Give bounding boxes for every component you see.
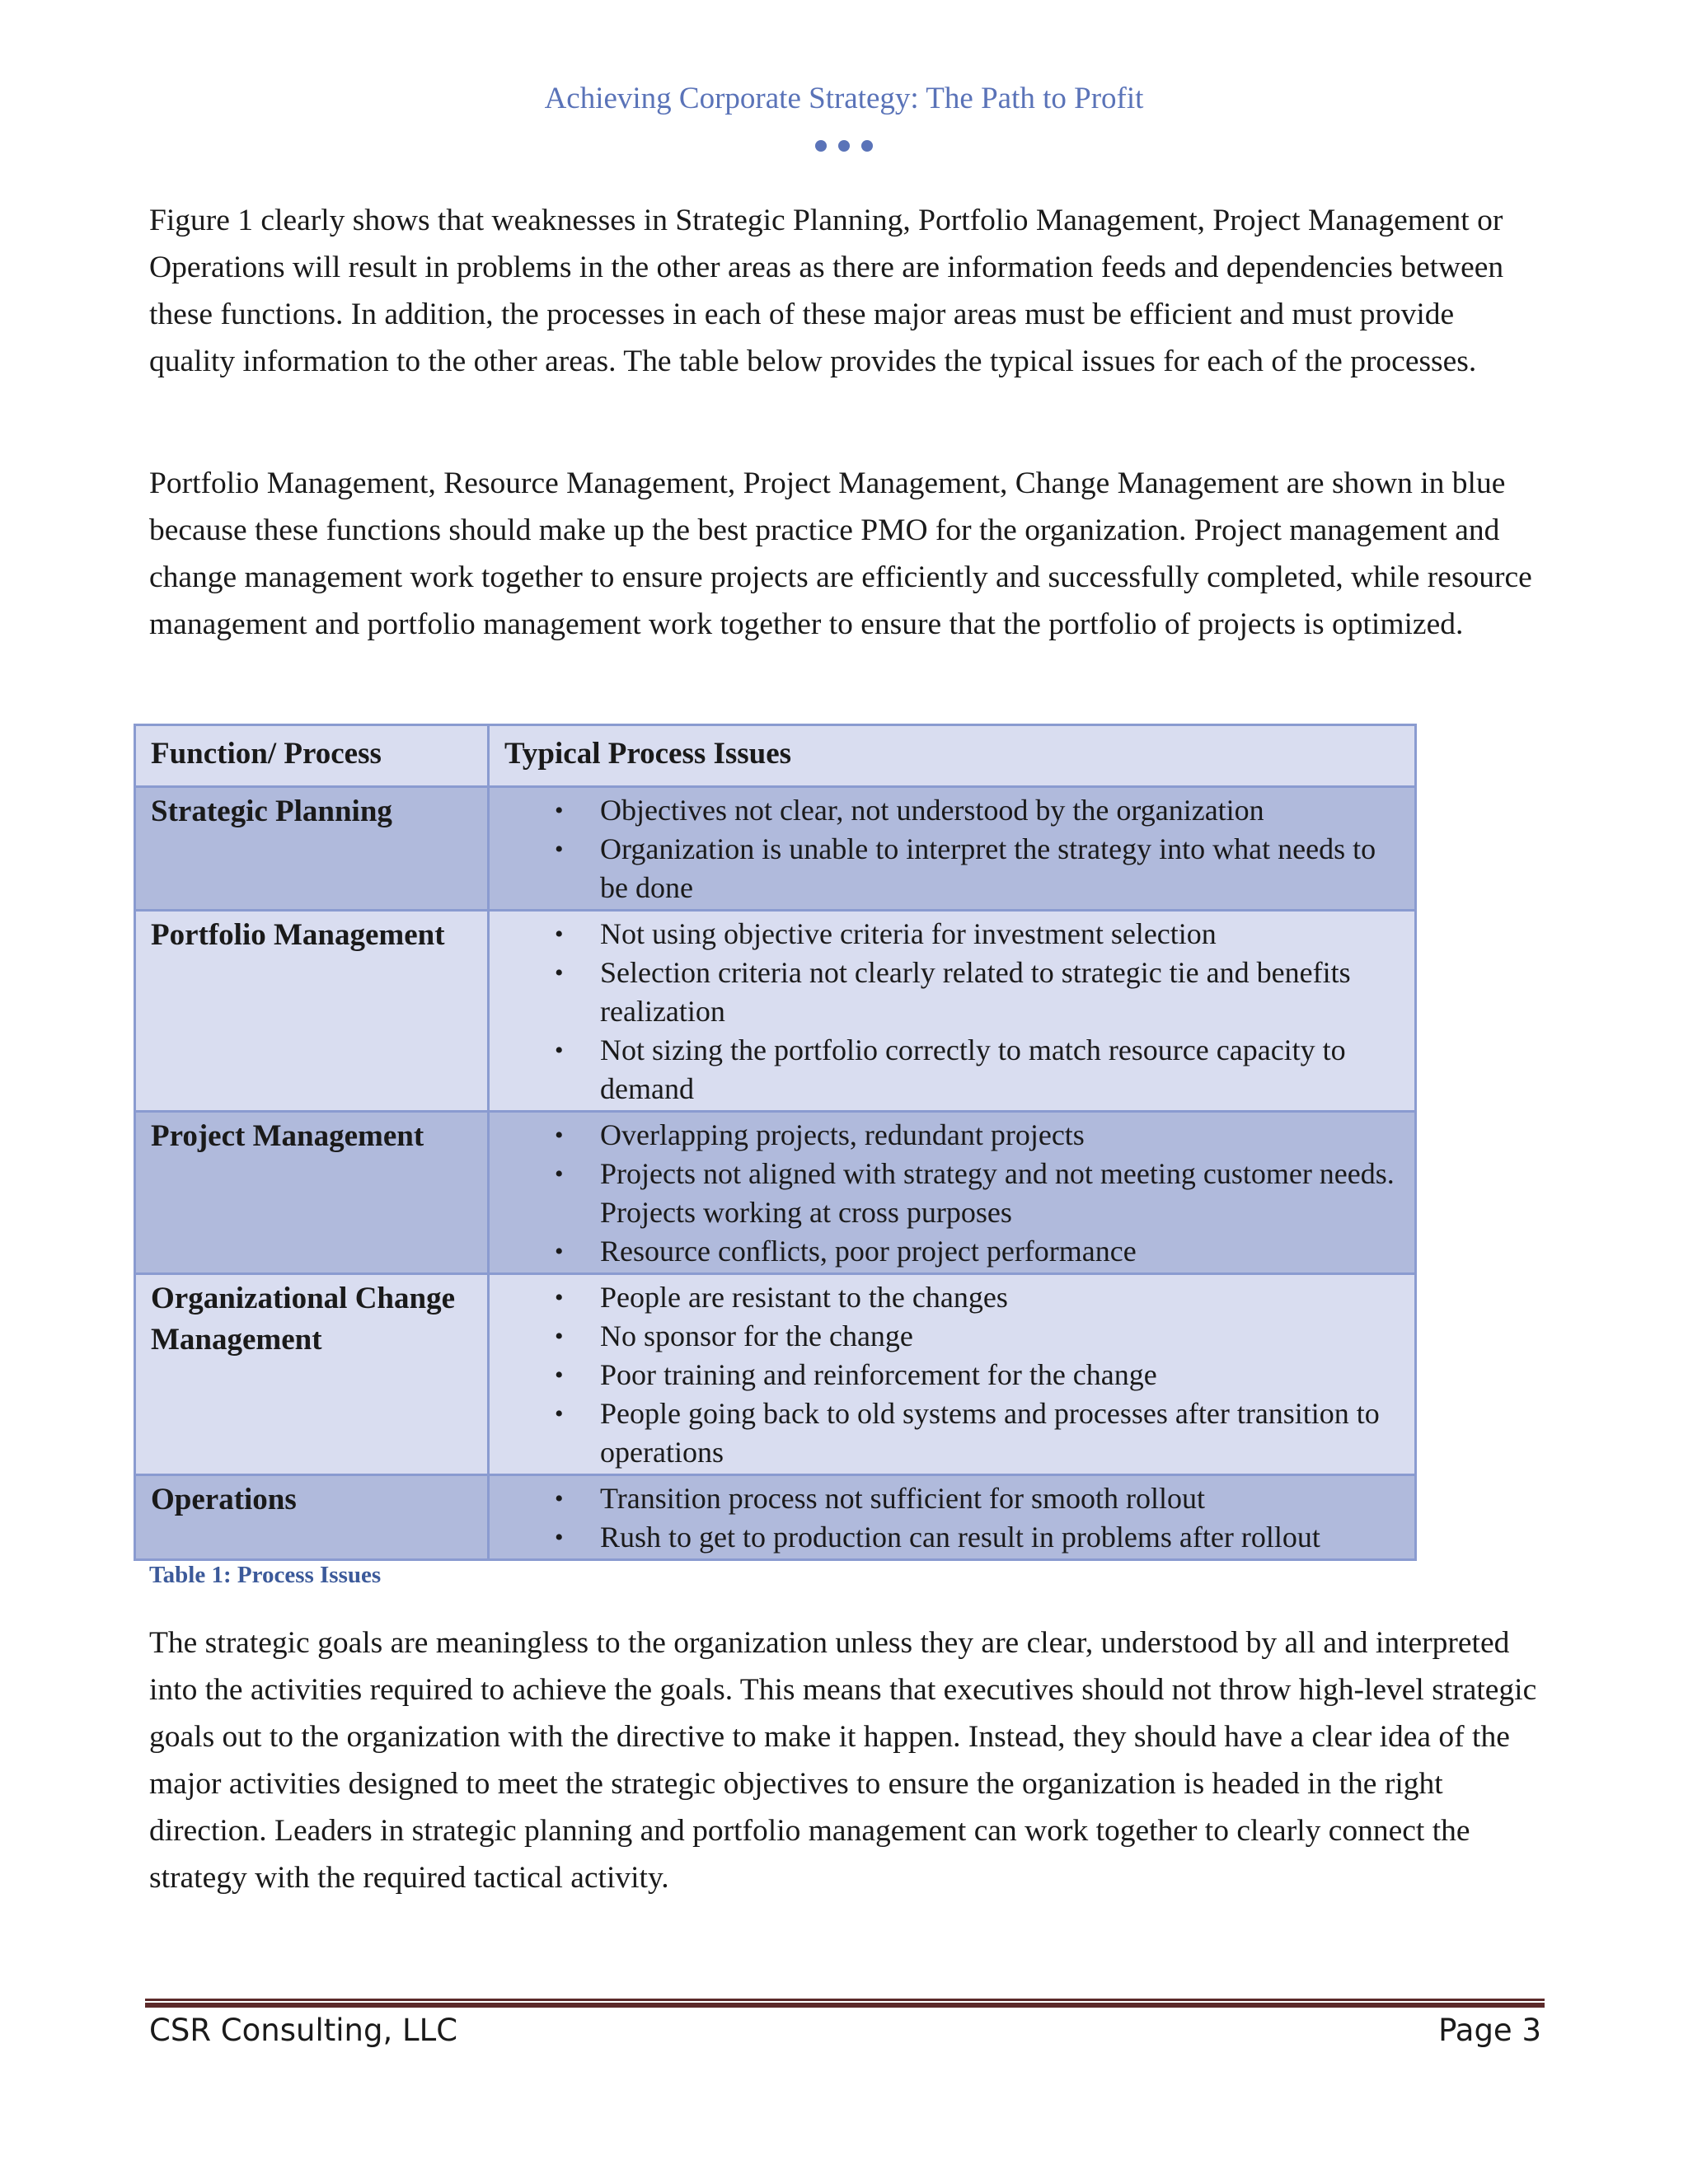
table-header-issues: Typical Process Issues <box>489 725 1416 787</box>
issue-list-item: • Poor training and reinforcement for the change <box>490 1356 1398 1394</box>
issue-list-item: • Overlapping projects, redundant projects <box>490 1116 1398 1155</box>
bullet-icon: • <box>555 1323 564 1350</box>
footer-page-number: Page 3 <box>1438 2013 1541 2048</box>
body-paragraph-2: Portfolio Management, Resource Management, Project Management, Change Management are shown in blue because these functions should make up the best practice PMO for the organization. Project management and change management work together to ensure projects are efficiently and successfully completed, while resource management and portfolio management work together to ensure that the portfolio of projects is optimized. <box>149 466 1532 641</box>
issue-list-item: • Projects not aligned with strategy and not meeting customer needs. Projects working at cross purposes <box>490 1155 1398 1232</box>
table-row <box>135 1274 1416 1475</box>
issue-list-item: • Objectives not clear, not understood by the organization <box>490 791 1398 830</box>
table-row <box>135 1475 1416 1560</box>
issue-list-item: • Resource conflicts, poor project performance <box>490 1232 1398 1271</box>
issue-list-item: • People going back to old systems and processes after transition to operations <box>490 1394 1398 1472</box>
issue-list-item: • Not sizing the portfolio correctly to match resource capacity to demand <box>490 1031 1398 1108</box>
bullet-icon: • <box>555 921 564 948</box>
issues-cell <box>489 1475 1416 1560</box>
table-row <box>135 1112 1416 1274</box>
header-ornament-dots <box>0 140 1688 152</box>
ornament-dot <box>861 140 873 152</box>
footer-company: CSR Consulting, LLC <box>149 2013 458 2048</box>
function-cell: Organizational Change Management <box>135 1274 489 1475</box>
issue-list-item: • People are resistant to the changes <box>490 1278 1398 1317</box>
bullet-icon: • <box>555 836 564 863</box>
ornament-dot <box>815 140 827 152</box>
table-caption: Table 1: Process Issues <box>149 1562 382 1588</box>
issues-cell <box>489 1274 1416 1475</box>
bullet-icon: • <box>555 1485 564 1512</box>
issue-list-item: • Transition process not sufficient for smooth rollout <box>490 1479 1398 1518</box>
function-cell: Portfolio Management <box>135 911 489 1112</box>
bullet-icon: • <box>555 1037 564 1064</box>
issue-list-item: • No sponsor for the change <box>490 1317 1398 1356</box>
table-row <box>135 911 1416 1112</box>
bullet-icon: • <box>555 1284 564 1311</box>
bullet-icon: • <box>555 1160 564 1188</box>
function-cell: Strategic Planning <box>135 787 489 911</box>
running-header-title: Achieving Corporate Strategy: The Path to Profit <box>544 82 1144 115</box>
bullet-icon: • <box>555 1524 564 1551</box>
issue-list-item: • Selection criteria not clearly related to strategic tie and benefits realization <box>490 954 1398 1031</box>
body-paragraph-1: Figure 1 clearly shows that weaknesses in Strategic Planning, Portfolio Management, Project Management or Operations will result in problems in the other areas as there are information feeds and dependencies between these functions. In addition, the processes in each of these major areas must be efficient and must provide quality information to the other areas. The table below provides the typical issues for each of the processes. <box>149 204 1504 378</box>
process-issues-table <box>134 724 1417 1561</box>
bullet-icon: • <box>555 959 564 987</box>
bullet-icon: • <box>555 1400 564 1427</box>
issue-list-item: • Not using objective criteria for investment selection <box>490 915 1398 954</box>
ornament-dot <box>838 140 850 152</box>
issues-cell <box>489 1112 1416 1274</box>
bullet-icon: • <box>555 1122 564 1149</box>
table-header-row <box>135 725 1416 787</box>
issues-cell <box>489 911 1416 1112</box>
bullet-icon: • <box>555 1238 564 1265</box>
function-cell: Project Management <box>135 1112 489 1274</box>
issue-list-item: • Rush to get to production can result in problems after rollout <box>490 1518 1398 1557</box>
table-header-function: Function/ Process <box>135 725 489 787</box>
body-paragraph-3: The strategic goals are meaningless to the organization unless they are clear, understood by all and interpreted into the activities required to achieve the goals. This means that executives should not throw high-level strategic goals out to the organization with the directive to make it happen. Instead, they should have a clear idea of the major activities designed to meet the strategic objectives to ensure the organization is headed in the right direction. Leaders in strategic planning and portfolio management can work together to clearly connect the strategy with the required tactical activity. <box>149 1626 1537 1895</box>
table-row <box>135 787 1416 911</box>
bullet-icon: • <box>555 1361 564 1389</box>
bullet-icon: • <box>555 797 564 824</box>
footer-divider <box>145 1999 1545 2008</box>
function-cell: Operations <box>135 1475 489 1560</box>
issues-cell <box>489 787 1416 911</box>
issue-list-item: • Organization is unable to interpret the strategy into what needs to be done <box>490 830 1398 907</box>
